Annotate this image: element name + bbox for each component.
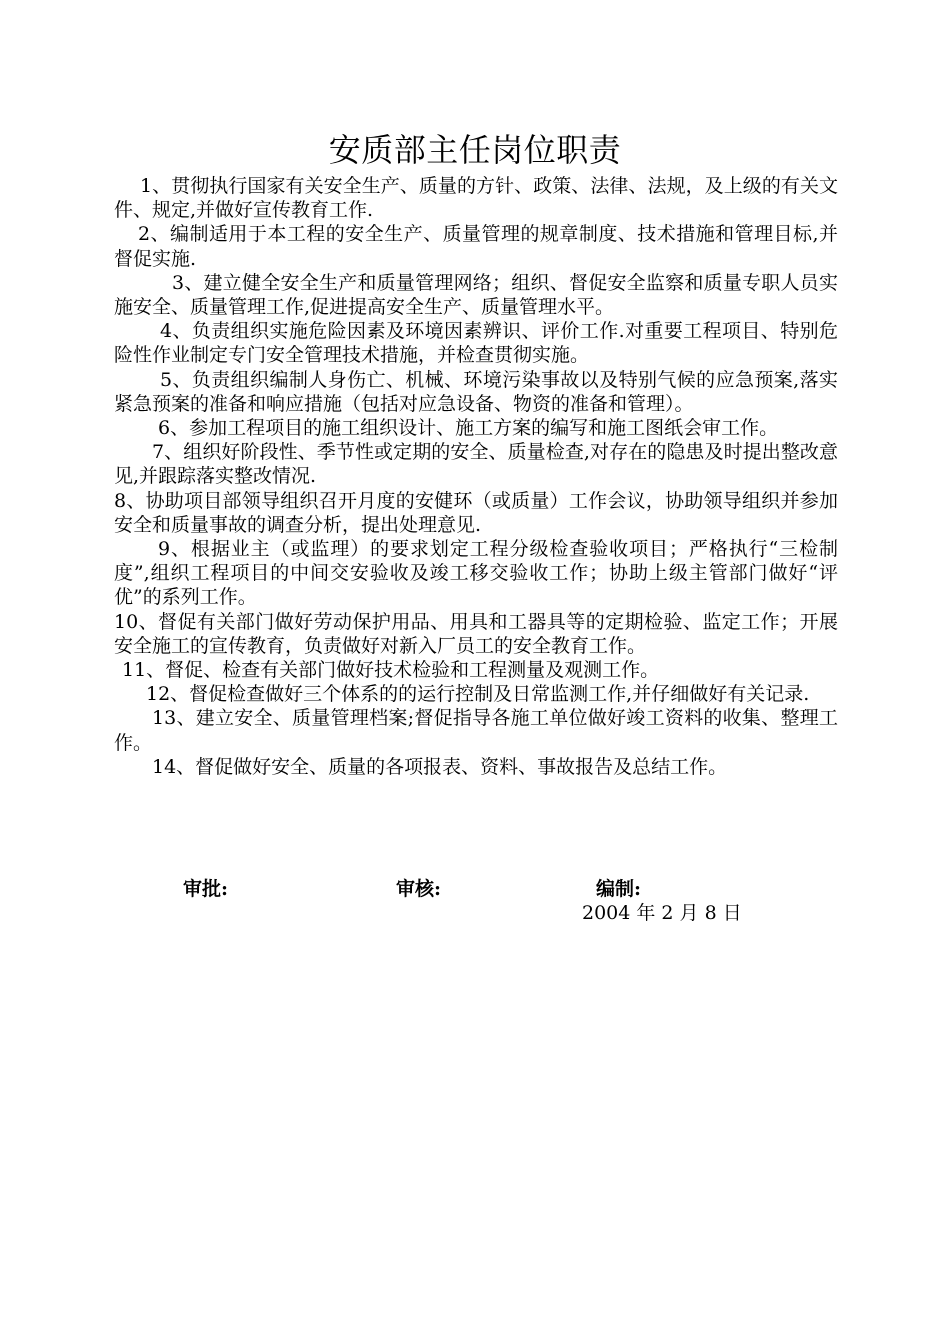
signature-row bbox=[0, 874, 950, 900]
document-date: 2004 年 2 月 8 日 bbox=[582, 902, 742, 924]
duty-paragraph-12: 12、督促检查做好三个体系的的运行控制及日常监测工作,并仔细做好有关记录. bbox=[146, 683, 810, 706]
duties-body bbox=[114, 174, 838, 779]
duty-paragraph-10: 10、督促有关部门做好劳动保护用品、用具和工器具等的定期检验、监定工作；开展安全施工的宣传教育，负责做好对新入厂员工的安全教育工作。 bbox=[114, 610, 838, 657]
compile-label: 编制: bbox=[596, 878, 642, 900]
duty-paragraph-9: 9、根据业主（或监理）的要求划定工程分级检查验收项目；严格执行“三检制度”,组织工程项目的中间交安验收及竣工移交验收工作；协助上级主管部门做好“评优”的系列工作。 bbox=[114, 538, 838, 609]
duty-paragraph-1: 1、贯彻执行国家有关安全生产、质量的方针、政策、法律、法规，及上级的有关文件、规定,并做好宣传教育工作. bbox=[114, 175, 838, 222]
duty-paragraph-11: 11、督促、检查有关部门做好技术检验和工程测量及观测工作。 bbox=[122, 659, 660, 682]
duty-paragraph-5: 5、负责组织编制人身伤亡、机械、环境污染事故以及特别气候的应急预案,落实紧急预案的准备和响应措施（包括对应急设备、物资的准备和管理）。 bbox=[114, 368, 838, 415]
duty-paragraph-8: 8、协助项目部领导组织召开月度的安健环（或质量）工作会议，协助领导组织并参加安全和质量事故的调查分析，提出处理意见. bbox=[114, 489, 838, 536]
duty-paragraph-2: 2、编制适用于本工程的安全生产、质量管理的规章制度、技术措施和管理目标,并督促实施. bbox=[114, 223, 838, 270]
duty-paragraph-6: 6、参加工程项目的施工组织设计、施工方案的编写和施工图纸会审工作。 bbox=[158, 417, 779, 440]
duty-paragraph-14: 14、督促做好安全、质量的各项报表、资料、事故报告及总结工作。 bbox=[152, 755, 728, 778]
duty-paragraph-3: 3、建立健全安全生产和质量管理网络；组织、督促安全监察和质量专职人员实施安全、质量管理工作,促进提高安全生产、质量管理水平。 bbox=[114, 271, 838, 319]
review-label: 审核: bbox=[396, 878, 442, 900]
duty-paragraph-13: 13、建立安全、质量管理档案;督促指导各施工单位做好竣工资料的收集、整理工作。 bbox=[114, 707, 838, 754]
duty-paragraph-4: 4、负责组织实施危险因素及环境因素辨识、评价工作.对重要工程项目、特别危险性作业制定专门安全管理技术措施，并检查贯彻实施。 bbox=[114, 320, 838, 367]
duty-paragraph-7: 7、组织好阶段性、季节性或定期的安全、质量检查,对存在的隐患及时提出整改意见,并跟踪落实整改情况. bbox=[114, 441, 838, 488]
approve-label: 审批: bbox=[183, 878, 229, 900]
document-title: 安质部主任岗位职责 bbox=[328, 131, 622, 169]
